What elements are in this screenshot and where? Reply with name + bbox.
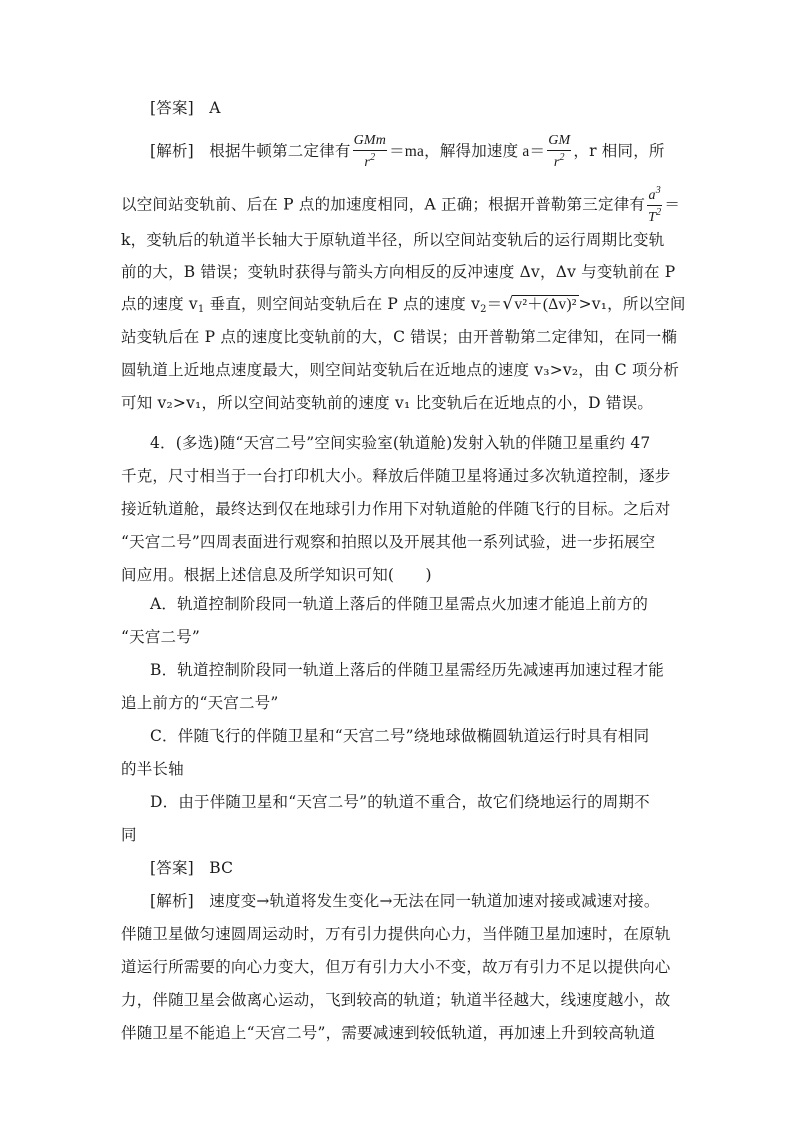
option-a-cont: “天宫二号” <box>121 628 201 646</box>
q4-stem-line: 间应用。根据上述信息及所学知识可知( ) <box>121 566 432 584</box>
q3-analysis-line-1 <box>150 134 677 170</box>
q4-analysis-line-1 <box>150 889 677 913</box>
option-c: C．伴随飞行的伴随卫星和“天宫二号”绕地球做椭圆轨道运行时具有相同 <box>150 727 650 745</box>
q3-analysis-line-8: 可知 v₂>v₁，所以空间站变轨前的速度 v₁ 比变轨后在近地点的小，D 错误。 <box>121 394 654 412</box>
option-d: D．由于伴随卫星和“天宫二号”的轨道不重合，故它们绕地运行的周期不 <box>150 793 650 811</box>
fraction-gm-r2: $\frac{GM}{r^2}$ <box>548 133 571 170</box>
answer-value: BC <box>209 859 234 877</box>
option-a: A．轨道控制阶段同一轨道上落后的伴随卫星需点火加速才能追上前方的 <box>150 595 649 613</box>
analysis-text: 垂直，则空间站变轨后在 P 点的速度 v <box>204 295 481 313</box>
answer-tag: [答案] <box>150 99 194 117</box>
q4-answer-line <box>150 856 677 880</box>
answer-value: A <box>209 99 221 117</box>
q3-analysis-line-7: 圆轨道上近地点速度最大，则空间站变轨后在近地点的速度 v₃>v₂，由 C 项分析 <box>121 361 680 379</box>
q4-stem-line: 接近轨道舱，最终达到仅在地球引力作用下对轨道舱的伴随飞行的目标。之后对 <box>121 500 671 518</box>
q4-stem-line: 4．(多选)随“天宫二号”空间实验室(轨道舱)发射入轨的伴随卫星重约 47 <box>150 434 651 452</box>
analysis-text: ＝ <box>664 195 681 214</box>
q3-answer-line <box>150 96 677 120</box>
analysis-text: 速度变→轨道将发生变化→无法在同一轨道加速对接或减速对接。 <box>209 892 660 910</box>
q4-stem-line: 千克，尺寸相当于一台打印机大小。释放后伴随卫星将通过多次轨道控制，逐步 <box>121 467 671 485</box>
analysis-text: >v₁，所以空间 <box>578 295 686 313</box>
option-b-cont: 追上前方的“天宫二号” <box>121 694 279 712</box>
analysis-text: 以空间站变轨前、后在 P 点的加速度相同，A 正确；根据开普勒第三定律有 <box>121 195 646 214</box>
fraction-a3-t2: $\frac{a^3}{T^2}$ <box>648 185 662 225</box>
q3-analysis-line-5: 点的速度 $v_1$ 垂直，则空间站变轨后在 P 点的速度 $v_2=√v^2+(\Delta v)^2 >v_1$，所以空间 <box>121 294 686 315</box>
sqrt-sign: √ <box>502 294 514 314</box>
q3-analysis-line-4: 前的大，B 错误；变轨时获得与箭头方向相反的反冲速度 Δv，Δv 与变轨前在 P <box>121 263 676 281</box>
q4-analysis-line: 力，伴随卫星会做离心运动，飞到较高的轨道；轨道半径越大，线速度越小，故 <box>121 991 671 1009</box>
option-b: B．轨道控制阶段同一轨道上落后的伴随卫星需经历先减速再加速过程才能 <box>150 661 664 679</box>
q3-analysis-line-3: k，变轨后的轨道半长轴大于原轨道半径，所以空间站变轨后的运行周期比变轨 <box>121 231 665 249</box>
answer-tag: [答案] <box>150 859 194 877</box>
q4-analysis-line: 伴随卫星做匀速圆周运动时，万有引力提供向心力，当伴随卫星加速时，在原轨 <box>121 925 671 943</box>
fraction-gmm-r2: $\frac{\text{GMm}}{r^2}$ <box>353 133 387 170</box>
analysis-text: 点的速度 v <box>121 295 198 313</box>
option-d-cont: 同 <box>121 826 137 844</box>
analysis-text: 根据牛顿第二定律有 <box>209 142 351 160</box>
analysis-tag: [解析] <box>150 892 194 910</box>
q3-analysis-line-6: 站变轨后在 P 点的速度比变轨前的大，C 错误；由开普勒第二定律知，在同一椭 <box>121 328 678 346</box>
analysis-tag: [解析] <box>150 142 194 160</box>
q4-analysis-line: 伴随卫星不能追上“天宫二号”，需要减速到较低轨道，再加速上升到较高轨道 <box>121 1024 656 1042</box>
analysis-text: ，r 相同，所 <box>573 142 665 160</box>
option-c-cont: 的半长轴 <box>121 760 184 778</box>
q4-analysis-line: 道运行所需要的向心力变大，但万有引力大小不变，故万有引力不足以提供向心 <box>121 958 671 976</box>
q3-analysis-line-2 <box>121 185 681 225</box>
sqrt-content: v²＋(Δv)² <box>514 296 577 313</box>
analysis-text: ＝ma，解得加速度 a＝ <box>389 143 546 160</box>
q4-stem-line: “天宫二号”四周表面进行观察和拍照以及开展其他一系列试验，进一步拓展空 <box>121 533 656 551</box>
